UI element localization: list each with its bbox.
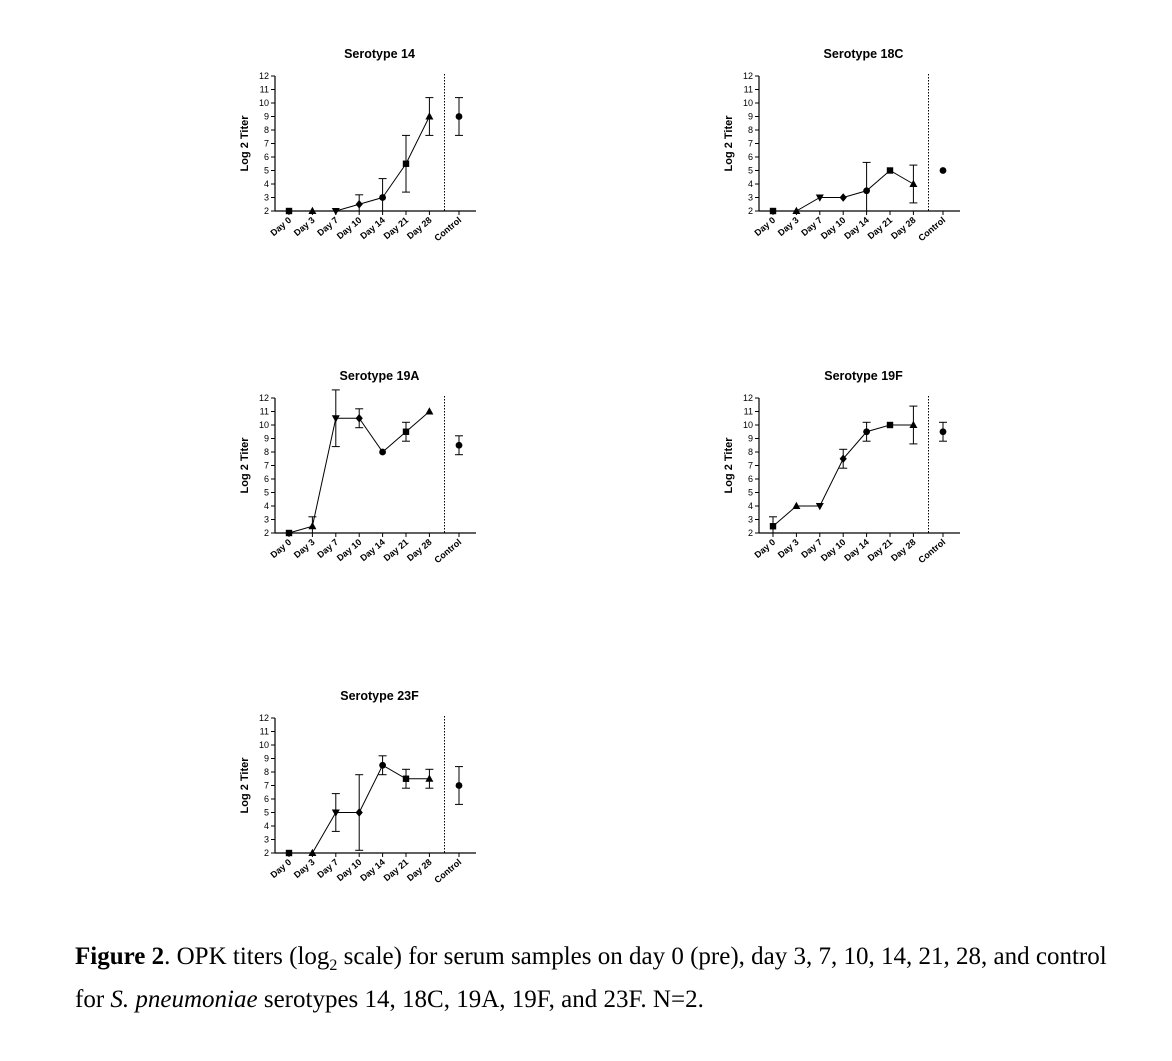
y-axis-label: Log 2 Titer — [723, 437, 735, 494]
x-tick-label-day-0: Day 0 — [752, 214, 778, 238]
y-tick-label: 11 — [259, 406, 269, 417]
y-tick-label: 7 — [263, 780, 269, 791]
x-tick-label-day-3: Day 3 — [291, 214, 317, 238]
y-tick-label: 5 — [263, 807, 269, 818]
x-tick-label-day-10: Day 10 — [818, 214, 848, 242]
x-tick-label-day-0: Day 0 — [268, 856, 294, 880]
chart-title: Serotype 18C — [823, 47, 904, 61]
chart-serotype-19f — [714, 362, 974, 592]
x-tick-label-day-21: Day 21 — [865, 214, 895, 242]
series-line — [773, 425, 913, 526]
x-tick-label-day-14: Day 14 — [358, 856, 387, 884]
caption-part2: scale) for serum samples on day 0 (pre), day 3, 7, 10, 14, 21, 28, and control for — [75, 943, 1107, 1013]
y-tick-label: 11 — [259, 726, 269, 737]
y-tick-label: 4 — [747, 501, 753, 511]
y-tick-label: 9 — [263, 433, 269, 444]
y-tick-label: 10 — [258, 98, 269, 108]
x-tick-label-control: Control — [432, 856, 464, 886]
data-point-day-14 — [379, 762, 386, 769]
data-point-control — [940, 167, 947, 174]
data-point-day-7 — [332, 208, 340, 215]
chart-serotype-19a — [230, 362, 490, 592]
x-tick-label-day-14: Day 14 — [358, 536, 387, 564]
y-tick-label: 4 — [263, 179, 269, 189]
y-tick-label: 7 — [263, 460, 269, 471]
y-tick-label: 2 — [263, 528, 269, 538]
y-tick-label: 11 — [743, 406, 753, 417]
x-tick-label-day-28: Day 28 — [405, 536, 434, 564]
x-tick-label-day-10: Day 10 — [334, 536, 364, 564]
x-tick-label-day-3: Day 3 — [775, 214, 801, 238]
y-tick-label: 2 — [263, 848, 269, 858]
data-point-day-28 — [425, 407, 433, 414]
y-tick-label: 8 — [263, 125, 269, 135]
data-point-day-0 — [286, 530, 292, 536]
caption-subscript: 2 — [329, 957, 338, 974]
data-point-day-14 — [379, 194, 386, 201]
x-tick-label-day-21: Day 21 — [865, 536, 895, 564]
y-tick-label: 3 — [263, 514, 269, 525]
x-tick-label-day-28: Day 28 — [405, 856, 434, 884]
y-tick-label: 6 — [747, 152, 753, 162]
caption-species: S. pneumoniae — [110, 986, 258, 1013]
data-point-day-14 — [379, 449, 386, 456]
y-tick-label: 5 — [263, 165, 269, 176]
y-tick-label: 5 — [263, 487, 269, 498]
data-point-day-10 — [840, 193, 847, 201]
x-tick-label-day-0: Day 0 — [752, 536, 778, 560]
y-tick-label: 10 — [742, 420, 753, 430]
data-point-day-0 — [770, 523, 776, 529]
data-point-day-3 — [792, 502, 800, 509]
data-point-day-28 — [425, 112, 433, 119]
y-axis-label: Log 2 Titer — [239, 757, 251, 814]
y-tick-label: 8 — [747, 447, 753, 457]
x-tick-label-day-7: Day 7 — [315, 214, 341, 238]
data-point-day-21 — [887, 167, 893, 173]
x-tick-label-day-10: Day 10 — [334, 856, 364, 884]
data-point-day-10 — [356, 808, 363, 816]
x-tick-label-day-28: Day 28 — [889, 214, 918, 242]
x-tick-label-day-7: Day 7 — [799, 536, 825, 560]
y-tick-label: 5 — [747, 165, 753, 176]
data-point-day-7 — [332, 810, 340, 817]
data-point-day-21 — [887, 422, 893, 428]
y-tick-label: 3 — [747, 514, 753, 525]
x-tick-label-day-10: Day 10 — [818, 536, 848, 564]
chart-serotype-18c — [714, 40, 974, 270]
x-tick-label-day-21: Day 21 — [381, 214, 411, 242]
caption-label: Figure 2 — [75, 943, 165, 970]
x-tick-label-day-0: Day 0 — [268, 214, 294, 238]
y-tick-label: 12 — [258, 393, 269, 403]
y-axis-label: Log 2 Titer — [239, 437, 251, 494]
y-tick-label: 9 — [263, 111, 269, 122]
y-tick-label: 10 — [258, 420, 269, 430]
data-point-day-0 — [286, 208, 292, 214]
y-tick-label: 8 — [747, 125, 753, 135]
x-tick-label-day-0: Day 0 — [268, 536, 294, 560]
y-axis-label: Log 2 Titer — [239, 115, 251, 172]
y-tick-label: 7 — [747, 138, 753, 149]
caption-part1: . OPK titers (log — [164, 943, 330, 970]
data-point-control — [940, 428, 947, 435]
data-point-day-28 — [909, 421, 917, 428]
y-tick-label: 12 — [258, 71, 269, 81]
x-tick-label-day-21: Day 21 — [381, 536, 411, 564]
y-tick-label: 5 — [747, 487, 753, 498]
data-point-day-7 — [816, 503, 824, 510]
chart-title: Serotype 19A — [339, 369, 420, 383]
x-tick-label-day-28: Day 28 — [405, 214, 434, 242]
y-tick-label: 6 — [747, 474, 753, 484]
y-tick-label: 9 — [263, 753, 269, 764]
y-tick-label: 6 — [263, 474, 269, 484]
caption-part3: serotypes 14, 18C, 19A, 19F, and 23F. N=2. — [257, 986, 704, 1013]
x-tick-label-day-7: Day 7 — [315, 856, 341, 880]
data-point-day-21 — [403, 161, 409, 167]
chart-title: Serotype 19F — [824, 369, 903, 383]
x-tick-label-day-7: Day 7 — [315, 536, 341, 560]
x-tick-label-control: Control — [916, 536, 948, 566]
y-tick-label: 7 — [263, 138, 269, 149]
x-tick-label-day-14: Day 14 — [358, 214, 387, 242]
chart-title: Serotype 14 — [344, 47, 415, 61]
figure-caption — [75, 940, 1135, 1017]
y-tick-label: 7 — [747, 460, 753, 471]
data-point-day-0 — [286, 850, 292, 856]
y-tick-label: 3 — [263, 192, 269, 203]
y-tick-label: 11 — [259, 84, 269, 95]
y-tick-label: 10 — [258, 740, 269, 750]
data-point-day-14 — [863, 187, 870, 194]
x-tick-label-day-3: Day 3 — [775, 536, 801, 560]
y-tick-label: 12 — [742, 393, 753, 403]
y-tick-label: 2 — [747, 206, 753, 216]
x-tick-label-day-21: Day 21 — [381, 856, 411, 884]
y-tick-label: 8 — [263, 767, 269, 777]
data-point-control — [456, 113, 463, 120]
y-tick-label: 9 — [747, 111, 753, 122]
y-tick-label: 8 — [263, 447, 269, 457]
data-point-day-21 — [403, 776, 409, 782]
series-line — [773, 171, 913, 212]
y-tick-label: 10 — [742, 98, 753, 108]
data-point-day-28 — [909, 180, 917, 187]
data-point-day-21 — [403, 429, 409, 435]
data-point-day-28 — [425, 775, 433, 782]
data-point-control — [456, 782, 463, 789]
y-tick-label: 12 — [258, 713, 269, 723]
y-tick-label: 4 — [263, 501, 269, 511]
data-point-control — [456, 442, 463, 449]
y-tick-label: 3 — [263, 834, 269, 845]
y-tick-label: 4 — [263, 821, 269, 831]
data-point-day-14 — [863, 428, 870, 435]
data-point-day-3 — [308, 522, 316, 529]
x-tick-label-day-28: Day 28 — [889, 536, 918, 564]
x-tick-label-control: Control — [916, 214, 948, 244]
chart-serotype-23f — [230, 682, 490, 912]
y-tick-label: 3 — [747, 192, 753, 203]
y-tick-label: 2 — [263, 206, 269, 216]
y-tick-label: 4 — [747, 179, 753, 189]
x-tick-label-day-14: Day 14 — [842, 536, 871, 564]
chart-title: Serotype 23F — [340, 689, 419, 703]
y-tick-label: 12 — [742, 71, 753, 81]
x-tick-label-day-14: Day 14 — [842, 214, 871, 242]
data-point-day-7 — [816, 195, 824, 202]
y-axis-label: Log 2 Titer — [723, 115, 735, 172]
data-point-day-10 — [356, 200, 363, 208]
y-tick-label: 11 — [743, 84, 753, 95]
x-tick-label-day-3: Day 3 — [291, 536, 317, 560]
x-tick-label-day-10: Day 10 — [334, 214, 364, 242]
x-tick-label-control: Control — [432, 536, 464, 566]
data-point-day-7 — [332, 415, 340, 422]
chart-serotype-14 — [230, 40, 490, 270]
y-tick-label: 6 — [263, 152, 269, 162]
y-tick-label: 2 — [747, 528, 753, 538]
y-tick-label: 9 — [747, 433, 753, 444]
x-tick-label-control: Control — [432, 214, 464, 244]
x-tick-label-day-3: Day 3 — [291, 856, 317, 880]
data-point-day-0 — [770, 208, 776, 214]
x-tick-label-day-7: Day 7 — [799, 214, 825, 238]
y-tick-label: 6 — [263, 794, 269, 804]
